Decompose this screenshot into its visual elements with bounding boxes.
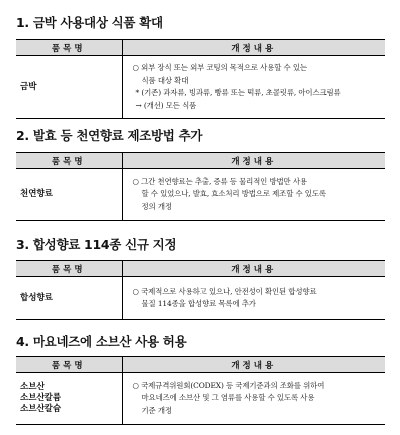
header-item-name: 품목명: [16, 40, 122, 56]
header-revision-content: 개정내용: [122, 261, 385, 277]
content-line: ○ 외부 장식 또는 외부 코팅의 목적으로 사용할 수 있는: [132, 63, 307, 72]
content-line: 식품 대상 확대: [141, 75, 189, 85]
item-name-cell: [16, 373, 122, 425]
item-name: 소브산칼륨: [20, 393, 62, 403]
item-name-cell: [16, 277, 122, 320]
item-name: 합성향료: [20, 292, 53, 303]
content-line: * (기존) 과자류, 빙과류, 빵류 또는 떡류, 초콜릿류, 아이스크림류: [135, 88, 341, 97]
revision-table: [16, 260, 385, 320]
revision-table: [16, 356, 385, 425]
revision-table: [16, 152, 385, 221]
content-line: → (개선) 모든 식품: [135, 100, 197, 110]
revision-content-cell: [122, 56, 385, 119]
item-name: 소브산칼슘: [20, 404, 62, 414]
header-item-name: 품목명: [16, 261, 122, 277]
revision-content-cell: [122, 373, 385, 425]
header-revision-content: 개정내용: [122, 153, 385, 169]
section-title: 4. 마요네즈에 소브산 사용 허용: [16, 334, 187, 349]
revision-content-cell: [122, 277, 385, 320]
header-revision-content: 개정내용: [122, 357, 385, 373]
item-name-cell: [16, 56, 122, 119]
header-item-name: 품목명: [16, 357, 122, 373]
item-name: 소브산: [20, 382, 45, 392]
content-line: 할 수 있었으나, 발효, 효소처리 방법으로 제조할 수 있도록: [141, 189, 326, 199]
item-name: 금박: [20, 81, 37, 92]
item-name: 천연향료: [20, 189, 53, 199]
content-line: ○ 그간 천연향료는 추출, 증류 등 물리적인 방법만 사용: [132, 176, 307, 186]
revision-content-cell: [122, 169, 385, 221]
revision-table: [16, 39, 385, 119]
content-line: ○ 국제적으로 사용하고 있으나, 안전성이 확인된 합성향료: [132, 286, 317, 296]
section-title: 2. 발효 등 천연향료 제조방법 추가: [16, 128, 203, 143]
header-item-name: 품목명: [16, 153, 122, 169]
item-name-cell: [16, 169, 122, 221]
content-line: 마요네즈에 소브산 및 그 염류를 사용할 수 있도록 사용: [141, 393, 315, 403]
content-line: ○ 국제규격위원회(CODEX) 등 국제기준과의 조화를 위하여: [132, 380, 325, 390]
section-title: 1. 금박 사용대상 식품 확대: [16, 15, 163, 30]
section-title: 3. 합성향료 114종 신규 지정: [16, 237, 177, 252]
header-revision-content: 개정내용: [122, 40, 385, 56]
content-line: 물질 114종을 합성향료 목록에 추가: [141, 299, 256, 308]
content-line: 정의 개정: [141, 201, 172, 211]
content-line: 기준 개정: [141, 405, 172, 415]
